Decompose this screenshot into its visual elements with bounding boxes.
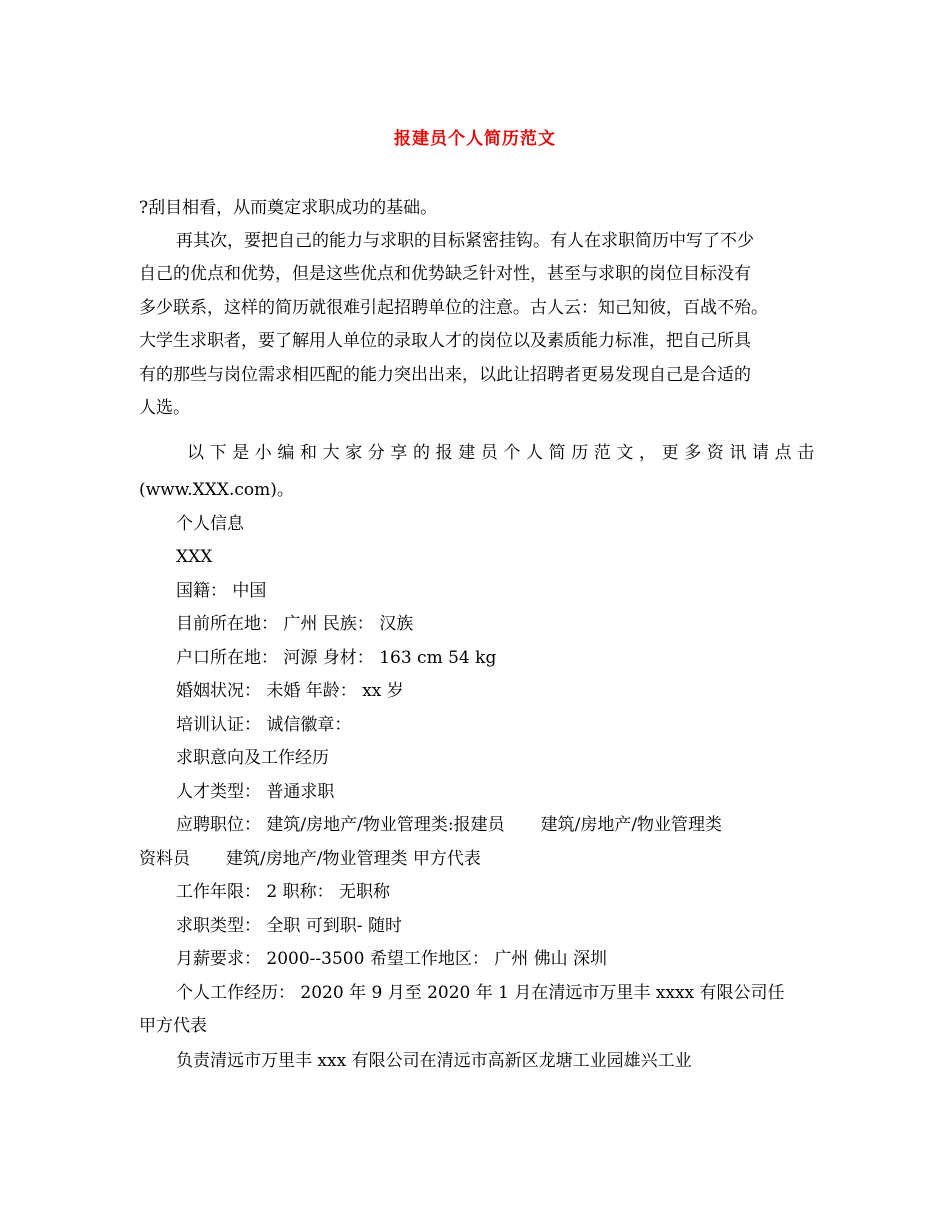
position-item: 资料员 [139, 849, 190, 869]
info-work-years: 工作年限： 2 职称： 无职称 [176, 882, 391, 902]
position-item: 建筑/房地产/物业管理类 甲方代表 [226, 849, 481, 869]
paragraph-line: 负责清远市万里丰 xxx 有限公司在清远市高新区龙塘工业园雄兴工业 [176, 1051, 692, 1071]
info-certification: 培训认证： 诚信徽章： [176, 715, 352, 735]
info-marital: 婚姻状况： 未婚 年龄： xx 岁 [176, 681, 404, 701]
info-position-cont [139, 847, 481, 871]
info-location: 目前所在地： 广州 民族： 汉族 [176, 614, 414, 634]
info-salary: 月薪要求： 2000--3500 希望工作地区： 广州 佛山 深圳 [176, 949, 608, 969]
paragraph-line: 再其次，要把自己的能力与求职的目标紧密挂钩。有人在求职简历中写了不少 [176, 231, 754, 251]
paragraph-line: 多少联系，这样的简历就很难引起招聘单位的注意。古人云：知己知彼，百战不殆。 [139, 298, 768, 318]
info-position [176, 813, 722, 837]
paragraph-line: 自己的优点和优势，但是这些优点和优势缺乏针对性，甚至与求职的岗位目标没有 [139, 264, 751, 284]
paragraph-line: 以下是小编和大家分享的报建员个人简历范文，更多资讯请点击 [187, 443, 820, 463]
website-link-text: (www.XXX.com)。 [139, 480, 294, 500]
paragraph-line: 人选。 [139, 398, 190, 418]
paragraph-line: 大学生求职者，要了解用人单位的录取人才的岗位以及素质能力标准，把自己所具 [139, 331, 751, 351]
info-hukou: 户口所在地： 河源 身材： 163 cm 54 kg [176, 648, 497, 668]
section-heading-job-intent: 求职意向及工作经历 [176, 748, 329, 768]
info-job-type: 求职类型： 全职 可到职- 随时 [176, 916, 402, 936]
document-title: 报建员个人简历范文 [394, 129, 556, 149]
position-item: 建筑/房地产/物业管理类 [540, 815, 723, 835]
paragraph-line: 有的那些与岗位需求相匹配的能力突出出来，以此让招聘者更易发现自己是合适的 [139, 365, 751, 385]
info-talent-type: 人才类型： 普通求职 [176, 782, 335, 802]
info-name: XXX [176, 547, 213, 567]
section-heading-personal-info: 个人信息 [176, 514, 244, 534]
info-work-history-cont: 甲方代表 [139, 1016, 207, 1036]
info-work-history: 个人工作经历： 2020 年 9 月至 2020 年 1 月在清远市万里丰 xxxx 有限公司任 [176, 983, 785, 1003]
info-nationality: 国籍： 中国 [176, 581, 267, 601]
paragraph-line: ?刮目相看，从而奠定求职成功的基础。 [139, 198, 438, 218]
position-item: 应聘职位： 建筑/房地产/物业管理类:报建员 [176, 815, 505, 835]
